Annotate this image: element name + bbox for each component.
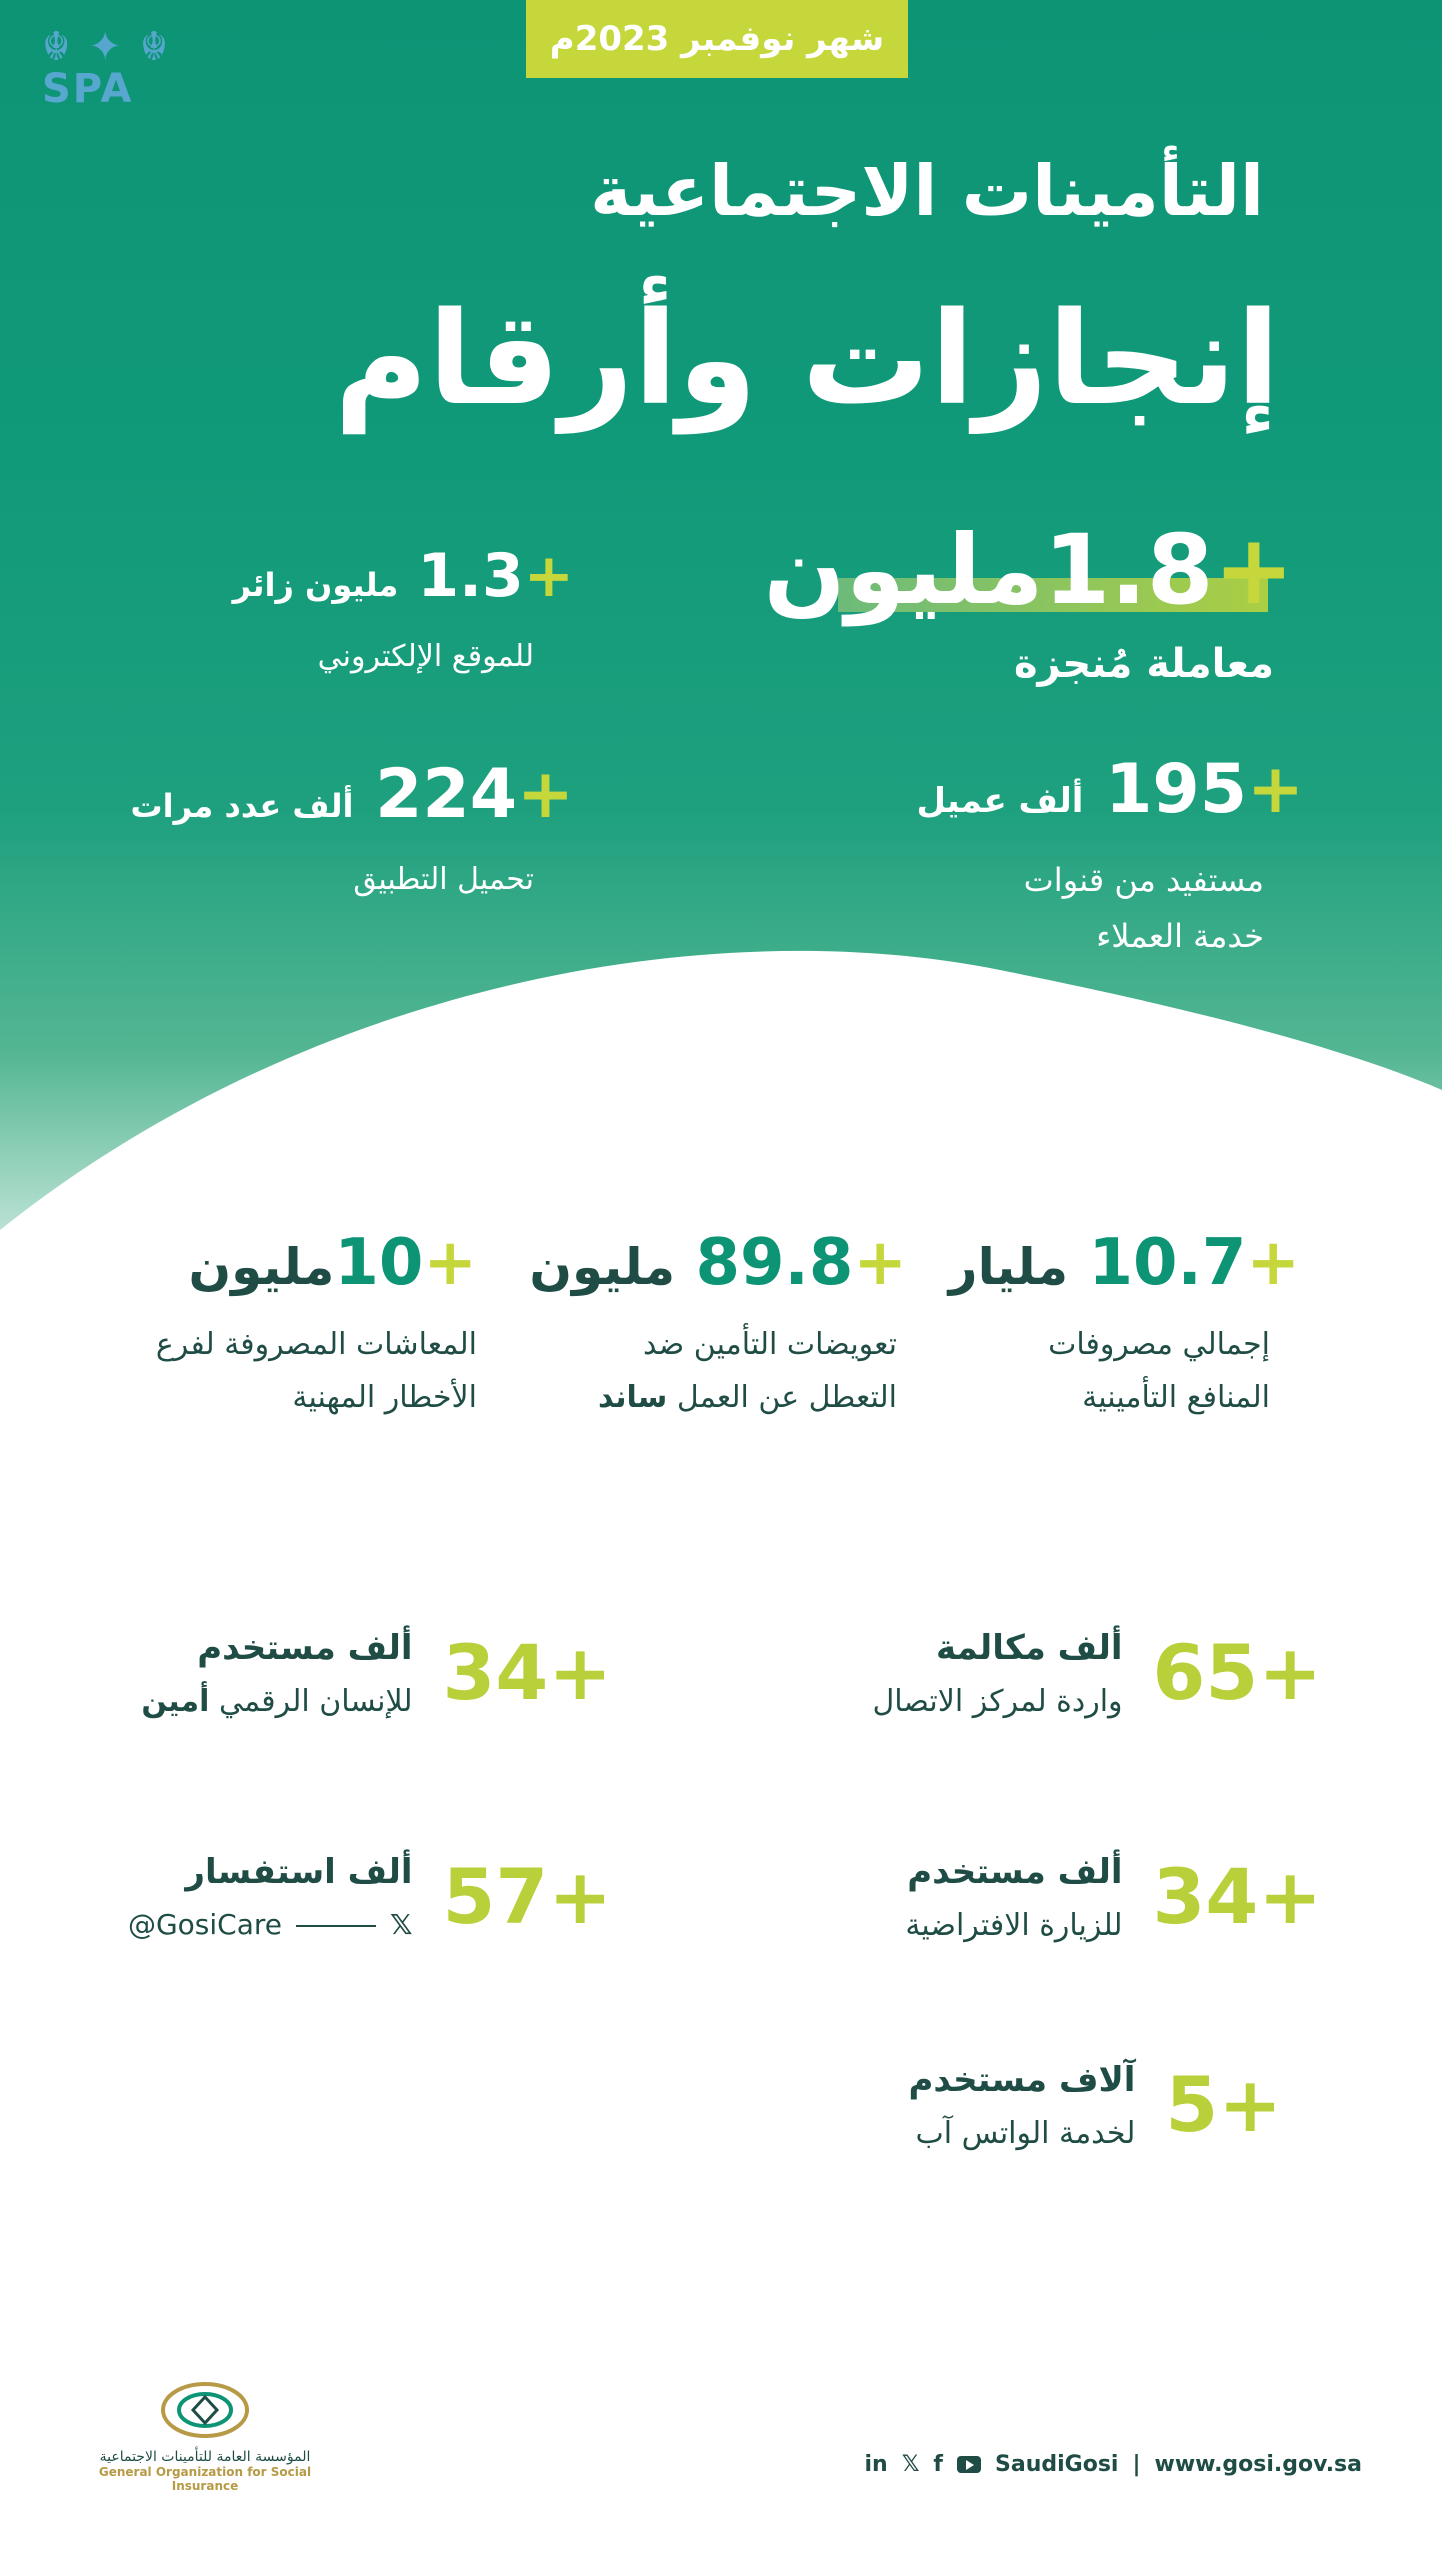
stat-whatsapp: +5 آلاف مستخدم لخدمة الواتس آب xyxy=(908,2060,1282,2151)
footer-divider: | xyxy=(1132,2452,1141,2477)
stat-visitors: +1.3 مليون زائر للموقع الإلكتروني xyxy=(232,541,574,674)
stat-app-downloads: +224 ألف عدد مرات تحميل التطبيق xyxy=(130,755,574,897)
page-title: إنجازات وأرقام xyxy=(334,285,1280,434)
stat-benefits: +10.7 مليار إجمالي مصروفات المنافع التأمينية xyxy=(948,1226,1300,1415)
social-handle[interactable]: SaudiGosi xyxy=(995,2452,1119,2477)
gosi-emblem-icon xyxy=(155,2375,255,2445)
stat-virtual-visit: +34 ألف مستخدم للزيارة الافتراضية xyxy=(905,1852,1322,1943)
x-icon: 𝕏 xyxy=(389,1908,413,1941)
footer-contact xyxy=(864,2452,1362,2477)
stat-customers: +195 ألف عميل مستفيد من قنوات خدمة العملاء xyxy=(916,750,1304,955)
stat-pensions: +10مليون المعاشات المصروفة لفرع الأخطار المهنية xyxy=(155,1226,477,1415)
facebook-icon[interactable]: f xyxy=(933,2452,943,2477)
page-subtitle: التأمينات الاجتماعية xyxy=(590,150,1264,232)
stat-transactions: +1.8مليون معاملة مُنجزة xyxy=(763,514,1294,687)
stat-saned: +89.8 مليون تعويضات التأمين ضد التعطل عن العمل ساند xyxy=(529,1226,907,1415)
youtube-icon[interactable] xyxy=(957,2456,981,2473)
stat-digital-human: +34 ألف مستخدم للإنسان الرقمي أمين xyxy=(141,1628,612,1719)
linkedin-icon[interactable]: in xyxy=(864,2452,888,2477)
stat-inquiries: +57 ألف استفسار @GosiCare 𝕏 xyxy=(127,1852,612,1941)
website-link[interactable]: www.gosi.gov.sa xyxy=(1154,2452,1362,2477)
ameen-name: أمين xyxy=(141,1684,210,1719)
stat-calls: +65 ألف مكالمة واردة لمركز الاتصال xyxy=(872,1628,1322,1719)
x-social-icon[interactable]: 𝕏 xyxy=(901,2452,920,2477)
spa-logo xyxy=(42,26,172,116)
gosicare-handle[interactable]: @GosiCare xyxy=(127,1908,282,1941)
spa-logo-text: SPA xyxy=(42,66,134,112)
saned-program-name: ساند xyxy=(597,1380,668,1415)
month-badge: شهر نوفمبر 2023م xyxy=(526,0,908,78)
spa-emblem-icon: ☬ ✦ ☬ xyxy=(42,24,171,70)
gosi-logo: المؤسسة العامة للتأمينات الاجتماعية General Organization for Social Insurance xyxy=(80,2375,330,2493)
